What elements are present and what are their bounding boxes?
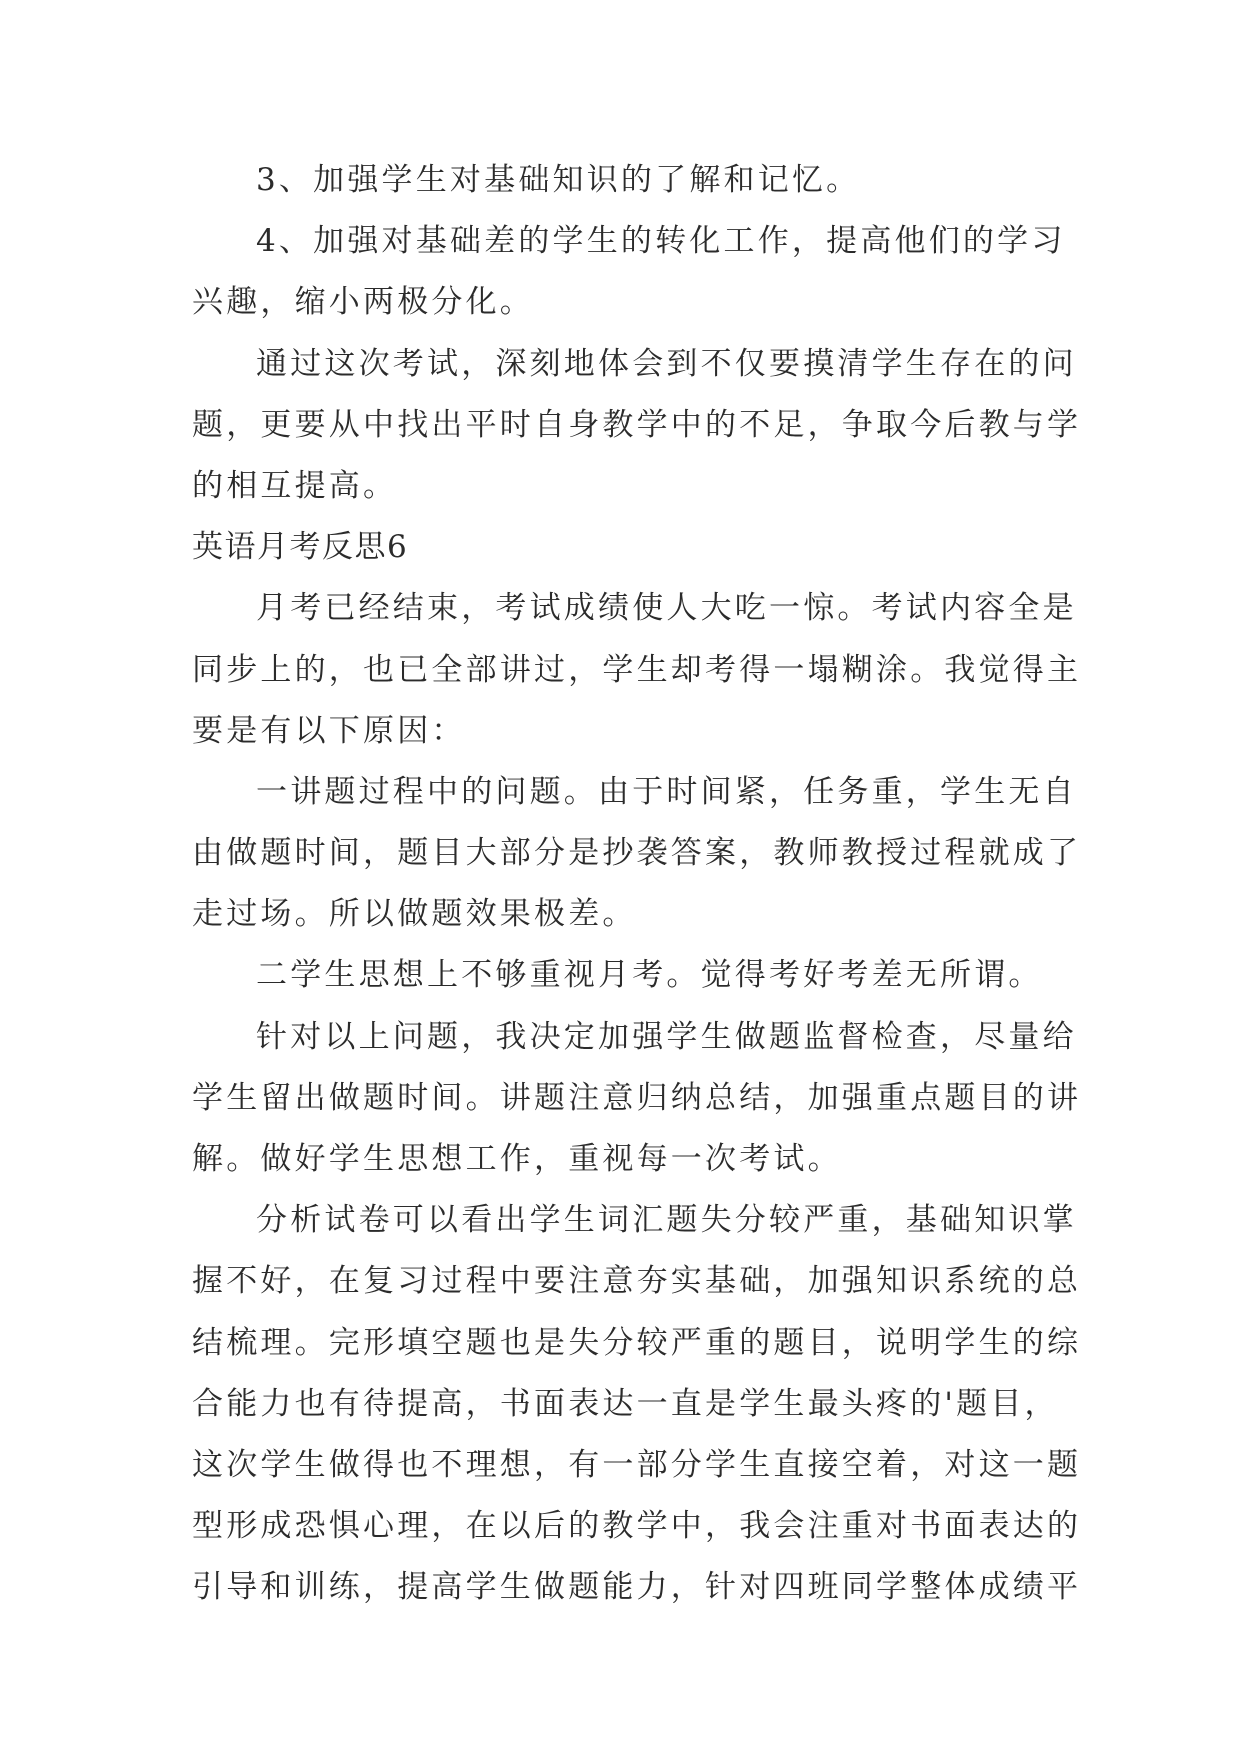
text-line: 由做题时间，题目大部分是抄袭答案，教师教授过程就成了 <box>192 835 1082 872</box>
text-line: 3、加强学生对基础知识的了解和记忆。 <box>256 162 861 198</box>
text-line: 握不好，在复习过程中要注意夯实基础，加强知识系统的总 <box>192 1263 1082 1300</box>
text-line: 走过场。所以做题效果极差。 <box>192 896 637 933</box>
text-line: 合能力也有待提高，书面表达一直是学生最头疼的'题目， <box>192 1385 1059 1422</box>
text-line: 型形成恐惧心理，在以后的教学中，我会注重对书面表达的 <box>192 1508 1082 1545</box>
text-line: 解。做好学生思想工作，重视每一次考试。 <box>192 1141 842 1177</box>
text-line: 二学生思想上不够重视月考。觉得考好考差无所谓。 <box>256 957 1043 994</box>
document-body <box>192 150 1082 1619</box>
text-line: 这次学生做得也不理想，有一部分学生直接空着，对这一题 <box>192 1446 1082 1483</box>
text-line: 分析试卷可以看出学生词汇题失分较严重，基础知识掌 <box>256 1202 1077 1239</box>
text-line: 的相互提高。 <box>192 467 398 504</box>
text-line: 学生留出做题时间。讲题注意归纳总结，加强重点题目的讲 <box>192 1079 1082 1116</box>
text-line: 引导和训练，提高学生做题能力，针对四班同学整体成绩平 <box>192 1569 1082 1606</box>
text-line: 一讲题过程中的问题。由于时间紧，任务重，学生无自 <box>256 773 1077 810</box>
text-line: 要是有以下原因： <box>192 712 466 749</box>
text-line: 针对以上问题，我决定加强学生做题监督检查，尽量给 <box>256 1018 1077 1055</box>
text-line: 题，更要从中找出平时自身教学中的不足，争取今后教与学 <box>192 406 1082 443</box>
text-line: 4、加强对基础差的学生的转化工作，提高他们的学习 <box>256 223 1066 260</box>
text-line: 结梳理。完形填空题也是失分较严重的题目，说明学生的综 <box>192 1324 1082 1361</box>
text-line: 同步上的，也已全部讲过，学生却考得一塌糊涂。我觉得主 <box>192 651 1082 688</box>
section-heading: 英语月考反思6 <box>192 529 409 566</box>
text-line: 通过这次考试，深刻地体会到不仅要摸清学生存在的问 <box>256 345 1077 382</box>
text-line: 月考已经结束，考试成绩使人大吃一惊。考试内容全是 <box>256 590 1077 627</box>
text-line: 兴趣，缩小两极分化。 <box>192 284 534 321</box>
